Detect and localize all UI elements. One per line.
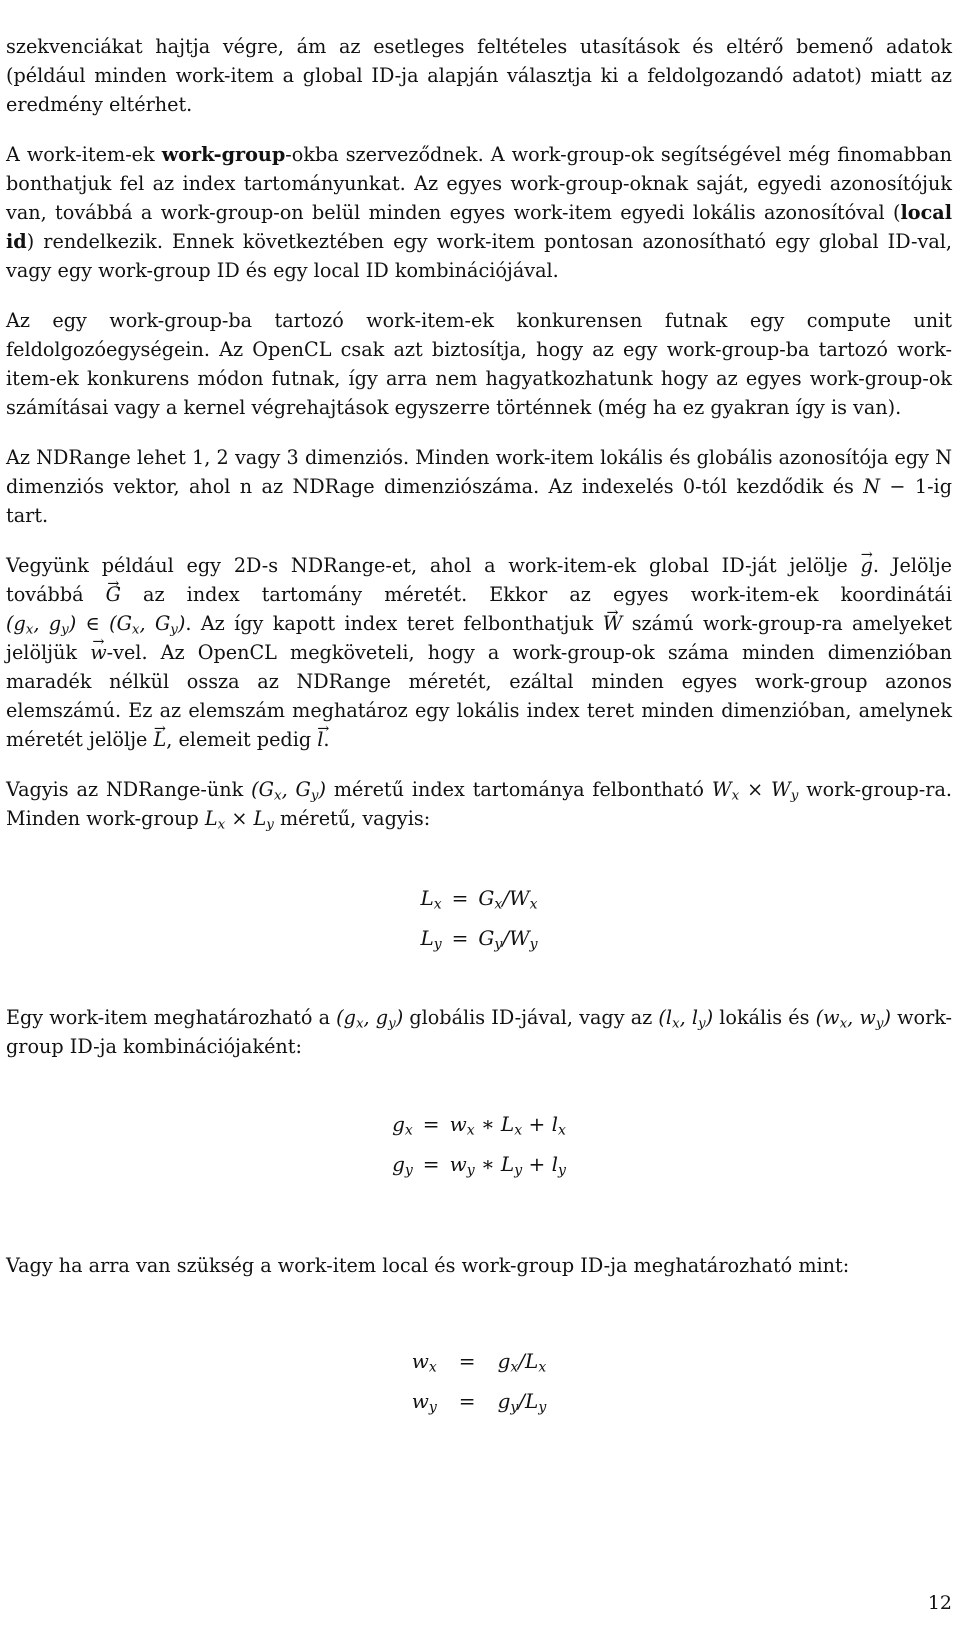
math-part: × W xyxy=(739,778,791,801)
vector-symbol: → L xyxy=(154,730,167,749)
math-subscript: y xyxy=(170,622,178,638)
equation-lhs: $L_x$ xyxy=(420,886,442,913)
vector-symbol: → w xyxy=(90,643,106,662)
math-inline: ($g_x$, $g_y$) xyxy=(336,1006,404,1032)
paragraph-text: lokális és xyxy=(713,1006,816,1029)
equation-lhs: $g_y$ xyxy=(392,1152,413,1179)
math-subscript: y xyxy=(790,788,799,804)
equation-operator: = xyxy=(422,1152,440,1176)
paragraph-text: , elemeit pedig xyxy=(166,728,318,751)
math-part: × L xyxy=(225,807,267,830)
paragraph-text: Az NDRange lehet 1, 2 vagy 3 dimenziós. Minden work-item lokális és globális azonosítója egy N dimenziós vektor, ahol n az NDRage dimenziószáma. Az indexelés 0-tól kezdődik és xyxy=(6,446,952,498)
math-part: , G xyxy=(139,612,171,635)
math-part: ) xyxy=(177,612,186,635)
paragraph-decomposition xyxy=(6,775,952,833)
math-subscript: y xyxy=(61,622,69,638)
equation-rhs: $w_x$ ∗ $L_x + l_x$ xyxy=(449,1112,566,1139)
paragraph-text: . xyxy=(323,728,330,751)
equation-operator: = xyxy=(451,926,469,950)
paragraph-text: Az egy work-group-ba tartozó work-item-ek konkurensen futnak egy compute unit feldolgozóegységein. Az OpenCL csak azt biztosítja, hogy az egy work-group-ba tartozó work-item-ek konkurens módon futnak, így arra nem hagyatkozhatunk hogy az egyes work-group-ok számításai vagy a kernel végrehajtások egyszerre történnek (még ha ez gyakran így is van). xyxy=(6,309,952,419)
math-inline xyxy=(204,807,274,833)
paragraph-text: globális ID-jával, vagy az xyxy=(403,1006,659,1029)
paragraph-text: -vel. Az OpenCL megköveteli, hogy a work-group-ok száma minden dimenzióban maradék nélkül ossza az NDRange méretét, ezáltal minden egyes work-group azonos elemszámú. Ez az elemszám meghatároz egy lokális index teret minden dimenzióban, amelynek méretét jelölje xyxy=(6,641,952,751)
equation-operator: = xyxy=(422,1112,440,1136)
equation-lhs: $w_y$ xyxy=(411,1389,437,1416)
paragraph-text: work-group ID-ja kombinációjaként: xyxy=(6,1006,953,1058)
vector-symbol: → g xyxy=(861,556,873,575)
paragraph-text: work-group-ra. Minden work-group xyxy=(6,778,952,830)
equation-lhs: $w_x$ xyxy=(411,1349,437,1376)
math-part: , g xyxy=(33,612,62,635)
math-part: , G xyxy=(281,778,311,801)
paragraph-ndrange xyxy=(6,443,952,530)
paragraph-text: méretű, vagyis: xyxy=(273,807,431,830)
paragraph-text: az index tartomány méretét. Ekkor az egyes work-item-ek koordinátái xyxy=(120,583,952,606)
paragraph-intro xyxy=(6,32,952,119)
paragraph-text: ) rendelkezik. Ennek következtében egy work-item pontosan azonosítható egy global ID-val, vagy egy work-group ID és egy local ID kombinációjával. xyxy=(6,230,952,282)
equation-operator: = xyxy=(451,886,469,910)
paragraph-work-group xyxy=(6,140,952,285)
equation-global-id xyxy=(6,1107,952,1181)
math-subscript: x xyxy=(273,788,282,804)
paragraph-2d-example xyxy=(6,551,952,754)
math-part: L xyxy=(204,807,218,830)
vector-symbol: → W xyxy=(603,614,623,633)
equation-rhs: $g_y/L_y$ xyxy=(497,1389,547,1416)
bold-term-work-group: work-group xyxy=(161,143,286,166)
equation-work-group-id xyxy=(6,1344,952,1418)
paragraph-text: Vagyis az NDRange-ünk xyxy=(6,778,252,801)
equation-rhs: $G_x/W_x$ xyxy=(478,886,538,913)
paragraph-inverse xyxy=(6,1251,952,1280)
paragraph-text: méretű index tartománya felbontható xyxy=(325,778,712,801)
equation-rhs: $G_y/W_y$ xyxy=(478,926,538,953)
paragraph-text: A work-item-ek xyxy=(6,143,162,166)
math-inline: ($l_x$, $l_y$) xyxy=(658,1006,714,1032)
equation-rhs: $g_x/L_x$ xyxy=(497,1349,547,1376)
paragraph-text: Vagy ha arra van szükség a work-item local és work-group ID-ja meghatározható mint: xyxy=(6,1254,850,1277)
equation-lhs: $L_y$ xyxy=(420,926,442,953)
math-symbol: N xyxy=(863,475,881,498)
equation-rhs: $w_y$ ∗ $L_y + l_y$ xyxy=(449,1152,566,1179)
vector-symbol: → l xyxy=(317,730,323,749)
math-subscript: x xyxy=(217,817,226,833)
math-subscript: x xyxy=(131,622,140,638)
paragraph-text: − 1-ig tart. xyxy=(6,475,952,527)
equation-operator: = xyxy=(458,1349,476,1373)
equation-operator: = xyxy=(458,1389,476,1413)
bold-term-local-id: local id xyxy=(6,201,952,253)
math-subscript: x xyxy=(25,622,34,638)
paragraph-text: -okba szerveződnek. A work-group-ok segítségével még finomabban bonthatjuk fel az index tartományunkat. Az egyes work-group-oknak saját, egyedi azonosítójuk van, továbbá a work-group-on belül minden egyes work-item egyedi lokális azonosítóval ( xyxy=(6,143,952,224)
math-subscript: y xyxy=(266,817,274,833)
math-inline xyxy=(6,612,186,638)
paragraph-text: Egy work-item meghatározható a xyxy=(6,1006,337,1029)
paragraph-text: . Jelölje továbbá xyxy=(6,554,952,606)
page-number: 12 xyxy=(927,1592,952,1614)
equation-local-size xyxy=(6,881,952,955)
document-body xyxy=(6,32,952,1466)
math-inline xyxy=(251,778,326,804)
math-part: ) xyxy=(318,778,326,801)
paragraph-text: szekvenciákat hajtja végre, ám az esetleges feltételes utasítások és eltérő bemenő adatok (például minden work-item a global ID-ja alapján választja ki a feldolgozandó adatot) miatt az eredmény eltérhet. xyxy=(6,35,952,116)
paragraph-text: . Az így kapott index teret felbonthatjuk xyxy=(185,612,603,635)
equation-lhs: $g_x$ xyxy=(392,1112,413,1139)
math-part: ) ∈ (G xyxy=(68,612,132,635)
math-part: (g xyxy=(6,612,26,635)
math-subscript: x xyxy=(731,788,740,804)
paragraph-text: Vegyünk például egy 2D-s NDRange-et, ahol a work-item-ek global ID-ját jelölje xyxy=(6,554,861,577)
paragraph-concurrency xyxy=(6,306,952,422)
math-inline: ($w_x$, $w_y$) xyxy=(815,1006,891,1032)
vector-symbol: → G xyxy=(106,585,121,604)
math-part: (G xyxy=(251,778,274,801)
math-part: W xyxy=(711,778,732,801)
math-subscript: y xyxy=(310,788,319,804)
math-inline xyxy=(711,778,799,804)
paragraph-identification xyxy=(6,1003,952,1061)
paragraph-text: számú work-group-ra amelyeket jelöljük xyxy=(6,612,953,664)
